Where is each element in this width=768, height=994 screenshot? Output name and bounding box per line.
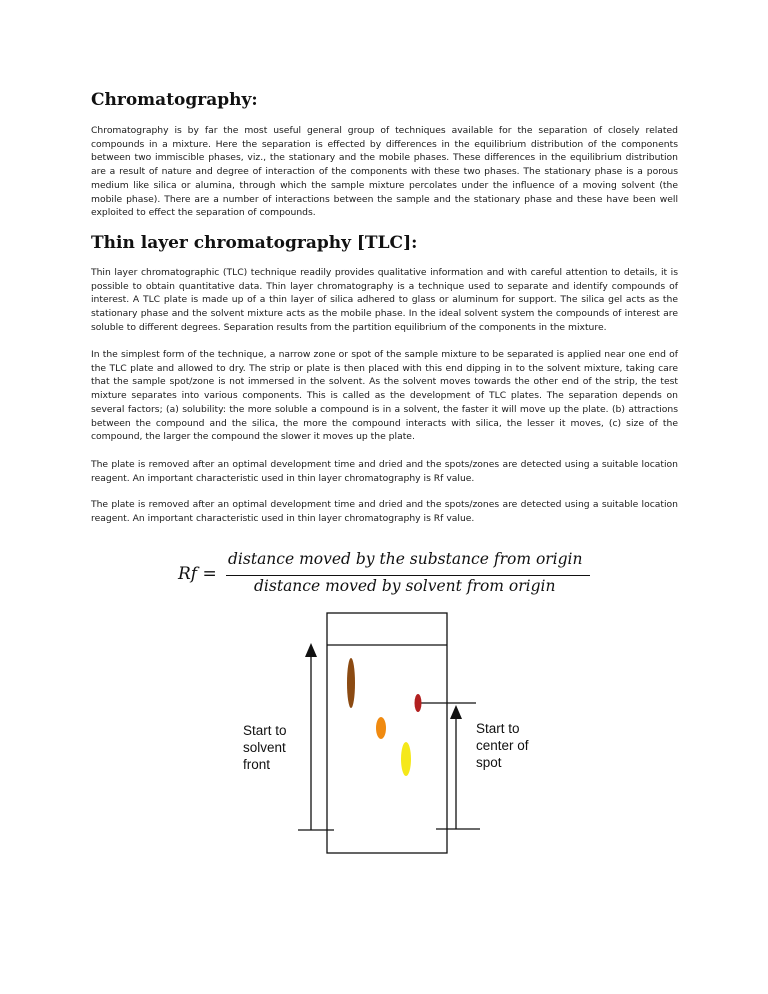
label-start-to-center-of-spot: Start to center of spot — [476, 721, 529, 770]
right-arrow-head — [450, 705, 462, 719]
rf-formula — [178, 548, 598, 604]
paragraph-rf-2: The plate is removed after an optimal development time and dried and the spots/zones are detected using a suitable location reagent. An important characteristic used in thin layer chromatography is Rf value. — [91, 499, 678, 524]
spot-red — [415, 694, 422, 712]
paragraph-tlc-intro: Thin layer chromatographic (TLC) technique readily provides qualitative information and with careful attention to details, it is possible to obtain quantitative data. Thin layer chromatography is a technique used to separate and identify compounds of interest. A TLC plate is made up of a thin layer of silica adhered to glass or aluminum for support. The silica gel acts as the stationary phase and the solvent mixture acts as the mobile phase. In the ideal solvent system the compounds of interest are soluble to different degrees. Separation results from the partition equilibrium of the components in the mixture. — [91, 267, 678, 333]
paragraph-chromatography: Chromatography is by far the most useful general group of techniques available for the separation of closely related compounds in a mixture. Here the separation is effected by differences in the equilibrium distribution of the components between two immiscible phases, viz., the stationary and the mobile phases. These differences in the equilibrium distribution are a result of nature and degree of interaction of the components with these two phases. The stationary phase is a porous medium like silica or alumina, through which the sample mixture percolates under the influence of a moving solvent (the mobile phase). There are a number of interactions between the sample and the stationary phase and these have been well exploited to effect the separation of compounds. — [91, 125, 678, 219]
tlc-plate — [327, 613, 447, 853]
paragraph-tlc-procedure: In the simplest form of the technique, a narrow zone or spot of the sample mixture to be separated is applied near one end of the TLC plate and allowed to dry. The strip or plate is then placed with this end dipping in to the solvent mixture, taking care that the sample spot/zone is not immersed in the solvent. As the solvent moves towards the other end of the strip, the test mixture separates into various components. This is called as the development of TLC plates. The separation depends on several factors; (a) solubility: the more soluble a compound is in a solvent, the faster it will move up the plate. (b) attractions between the compound and the silica, the more the compound interacts with silica, the lesser it moves, (c) size of the compound, the larger the compound the slower it moves up the plate. — [91, 349, 678, 443]
fraction-bar — [226, 575, 590, 576]
section-heading-tlc: Thin layer chromatography [TLC]: — [91, 233, 418, 253]
spot-orange — [376, 717, 386, 739]
spot-brown — [347, 658, 355, 708]
label-start-to-solvent-front: Start to solvent front — [243, 723, 287, 772]
spot-yellow — [401, 742, 411, 776]
section-heading-chromatography: Chromatography: — [91, 90, 258, 110]
formula-numerator: distance moved by the substance from origin — [228, 550, 583, 568]
left-arrow-head — [305, 643, 317, 657]
formula-denominator: distance moved by solvent from origin — [254, 577, 556, 595]
paragraph-rf-1: The plate is removed after an optimal development time and dried and the spots/zones are detected using a suitable location reagent. An important characteristic used in thin layer chromatography is Rf value. — [91, 459, 678, 484]
formula-lhs: Rf = — [178, 564, 217, 584]
